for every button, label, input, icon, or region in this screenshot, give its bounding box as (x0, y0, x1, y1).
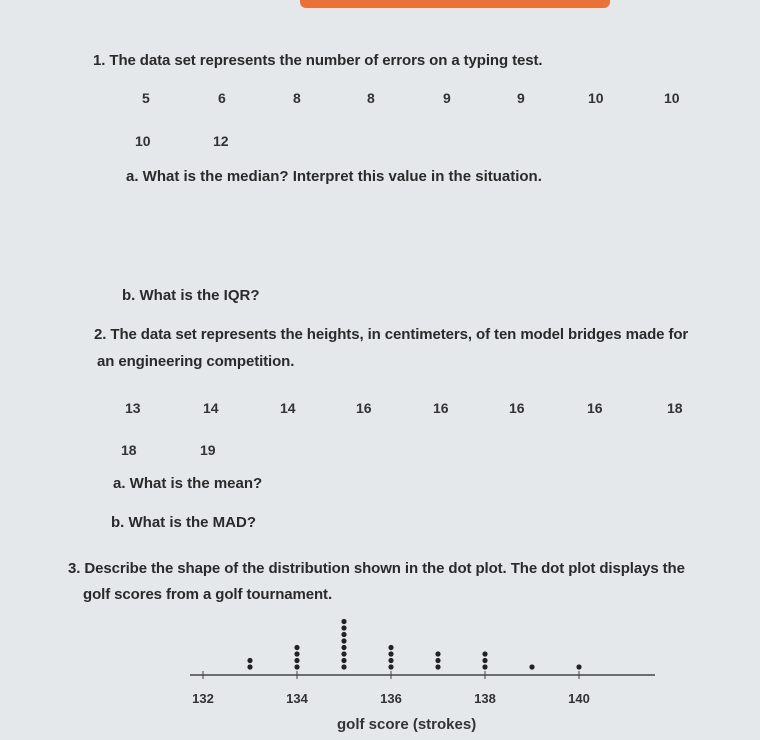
q2-prompt-line-2: an engineering competition. (97, 353, 295, 370)
q2-value: 18 (667, 400, 683, 416)
q2-value: 18 (121, 442, 137, 458)
dot-plot-point (247, 664, 252, 669)
q2a-prompt: a. What is the mean? (113, 475, 263, 492)
q2-prompt-line-1: 2. The data set represents the heights, in centimeters, of ten model bridges made for (94, 326, 689, 343)
dot-plot-point (529, 664, 534, 669)
q1-value: 10 (135, 133, 151, 149)
dot-plot-tick-label: 138 (474, 691, 496, 706)
dot-plot-point (341, 658, 346, 663)
q1-value: 8 (293, 90, 301, 106)
q2-value: 16 (356, 400, 372, 416)
q1b-prompt: b. What is the IQR? (122, 287, 260, 304)
dot-plot-point (435, 651, 440, 656)
q2-value: 16 (509, 400, 525, 416)
dot-plot-point (341, 651, 346, 656)
q1a-prompt: a. What is the median? Interpret this value in the situation. (126, 168, 542, 185)
q2-value: 14 (203, 400, 219, 416)
q2-value: 13 (125, 400, 141, 416)
q2-data-row-2 (0, 442, 760, 462)
dot-plot-point (482, 658, 487, 663)
dot-plot-point (294, 658, 299, 663)
q1-value: 12 (213, 133, 229, 149)
dot-plot-tick-label: 136 (380, 691, 402, 706)
dot-plot-point (435, 664, 440, 669)
dot-plot-point (294, 664, 299, 669)
q1-data-row-1 (0, 90, 760, 110)
q1-value: 5 (142, 90, 150, 106)
dot-plot-point (341, 625, 346, 630)
dot-plot-point (388, 645, 393, 650)
q2-value: 16 (433, 400, 449, 416)
dot-plot-point (435, 658, 440, 663)
q1-prompt: 1. The data set represents the number of errors on a typing test. (93, 52, 543, 69)
dot-plot-point (341, 638, 346, 643)
dot-plot-point (388, 658, 393, 663)
dot-plot-point (482, 651, 487, 656)
q2b-prompt: b. What is the MAD? (111, 514, 256, 531)
dot-plot-point (247, 658, 252, 663)
dot-plot-point (341, 632, 346, 637)
dot-plot-tick-label: 140 (568, 691, 590, 706)
dot-plot-tick-label: 134 (286, 691, 308, 706)
q3-prompt-line-2: golf scores from a golf tournament. (83, 586, 333, 603)
dot-plot-point (341, 645, 346, 650)
dot-plot-point (294, 651, 299, 656)
dot-plot-point (388, 664, 393, 669)
golf-score-dot-plot (150, 612, 660, 712)
q2-value: 19 (200, 442, 216, 458)
q1-value: 8 (367, 90, 375, 106)
q1-value: 6 (218, 90, 226, 106)
dot-plot-point (388, 651, 393, 656)
dot-plot-point (482, 664, 487, 669)
dot-plot-point (341, 664, 346, 669)
q2-value: 16 (587, 400, 603, 416)
top-accent-bar (300, 0, 610, 8)
q2-data-row-1 (0, 400, 760, 420)
q2-value: 14 (280, 400, 296, 416)
q1-data-row-2 (0, 133, 760, 153)
dot-plot-x-axis-label: golf score (strokes) (337, 716, 477, 733)
q1-value: 9 (517, 90, 525, 106)
q1-value: 10 (664, 90, 680, 106)
dot-plot-point (341, 619, 346, 624)
q1-value: 9 (443, 90, 451, 106)
dot-plot-point (576, 664, 581, 669)
q3-prompt-line-1: 3. Describe the shape of the distribution shown in the dot plot. The dot plot displays the (68, 560, 685, 577)
dot-plot-point (294, 645, 299, 650)
dot-plot-tick-label: 132 (192, 691, 214, 706)
q1-value: 10 (588, 90, 604, 106)
